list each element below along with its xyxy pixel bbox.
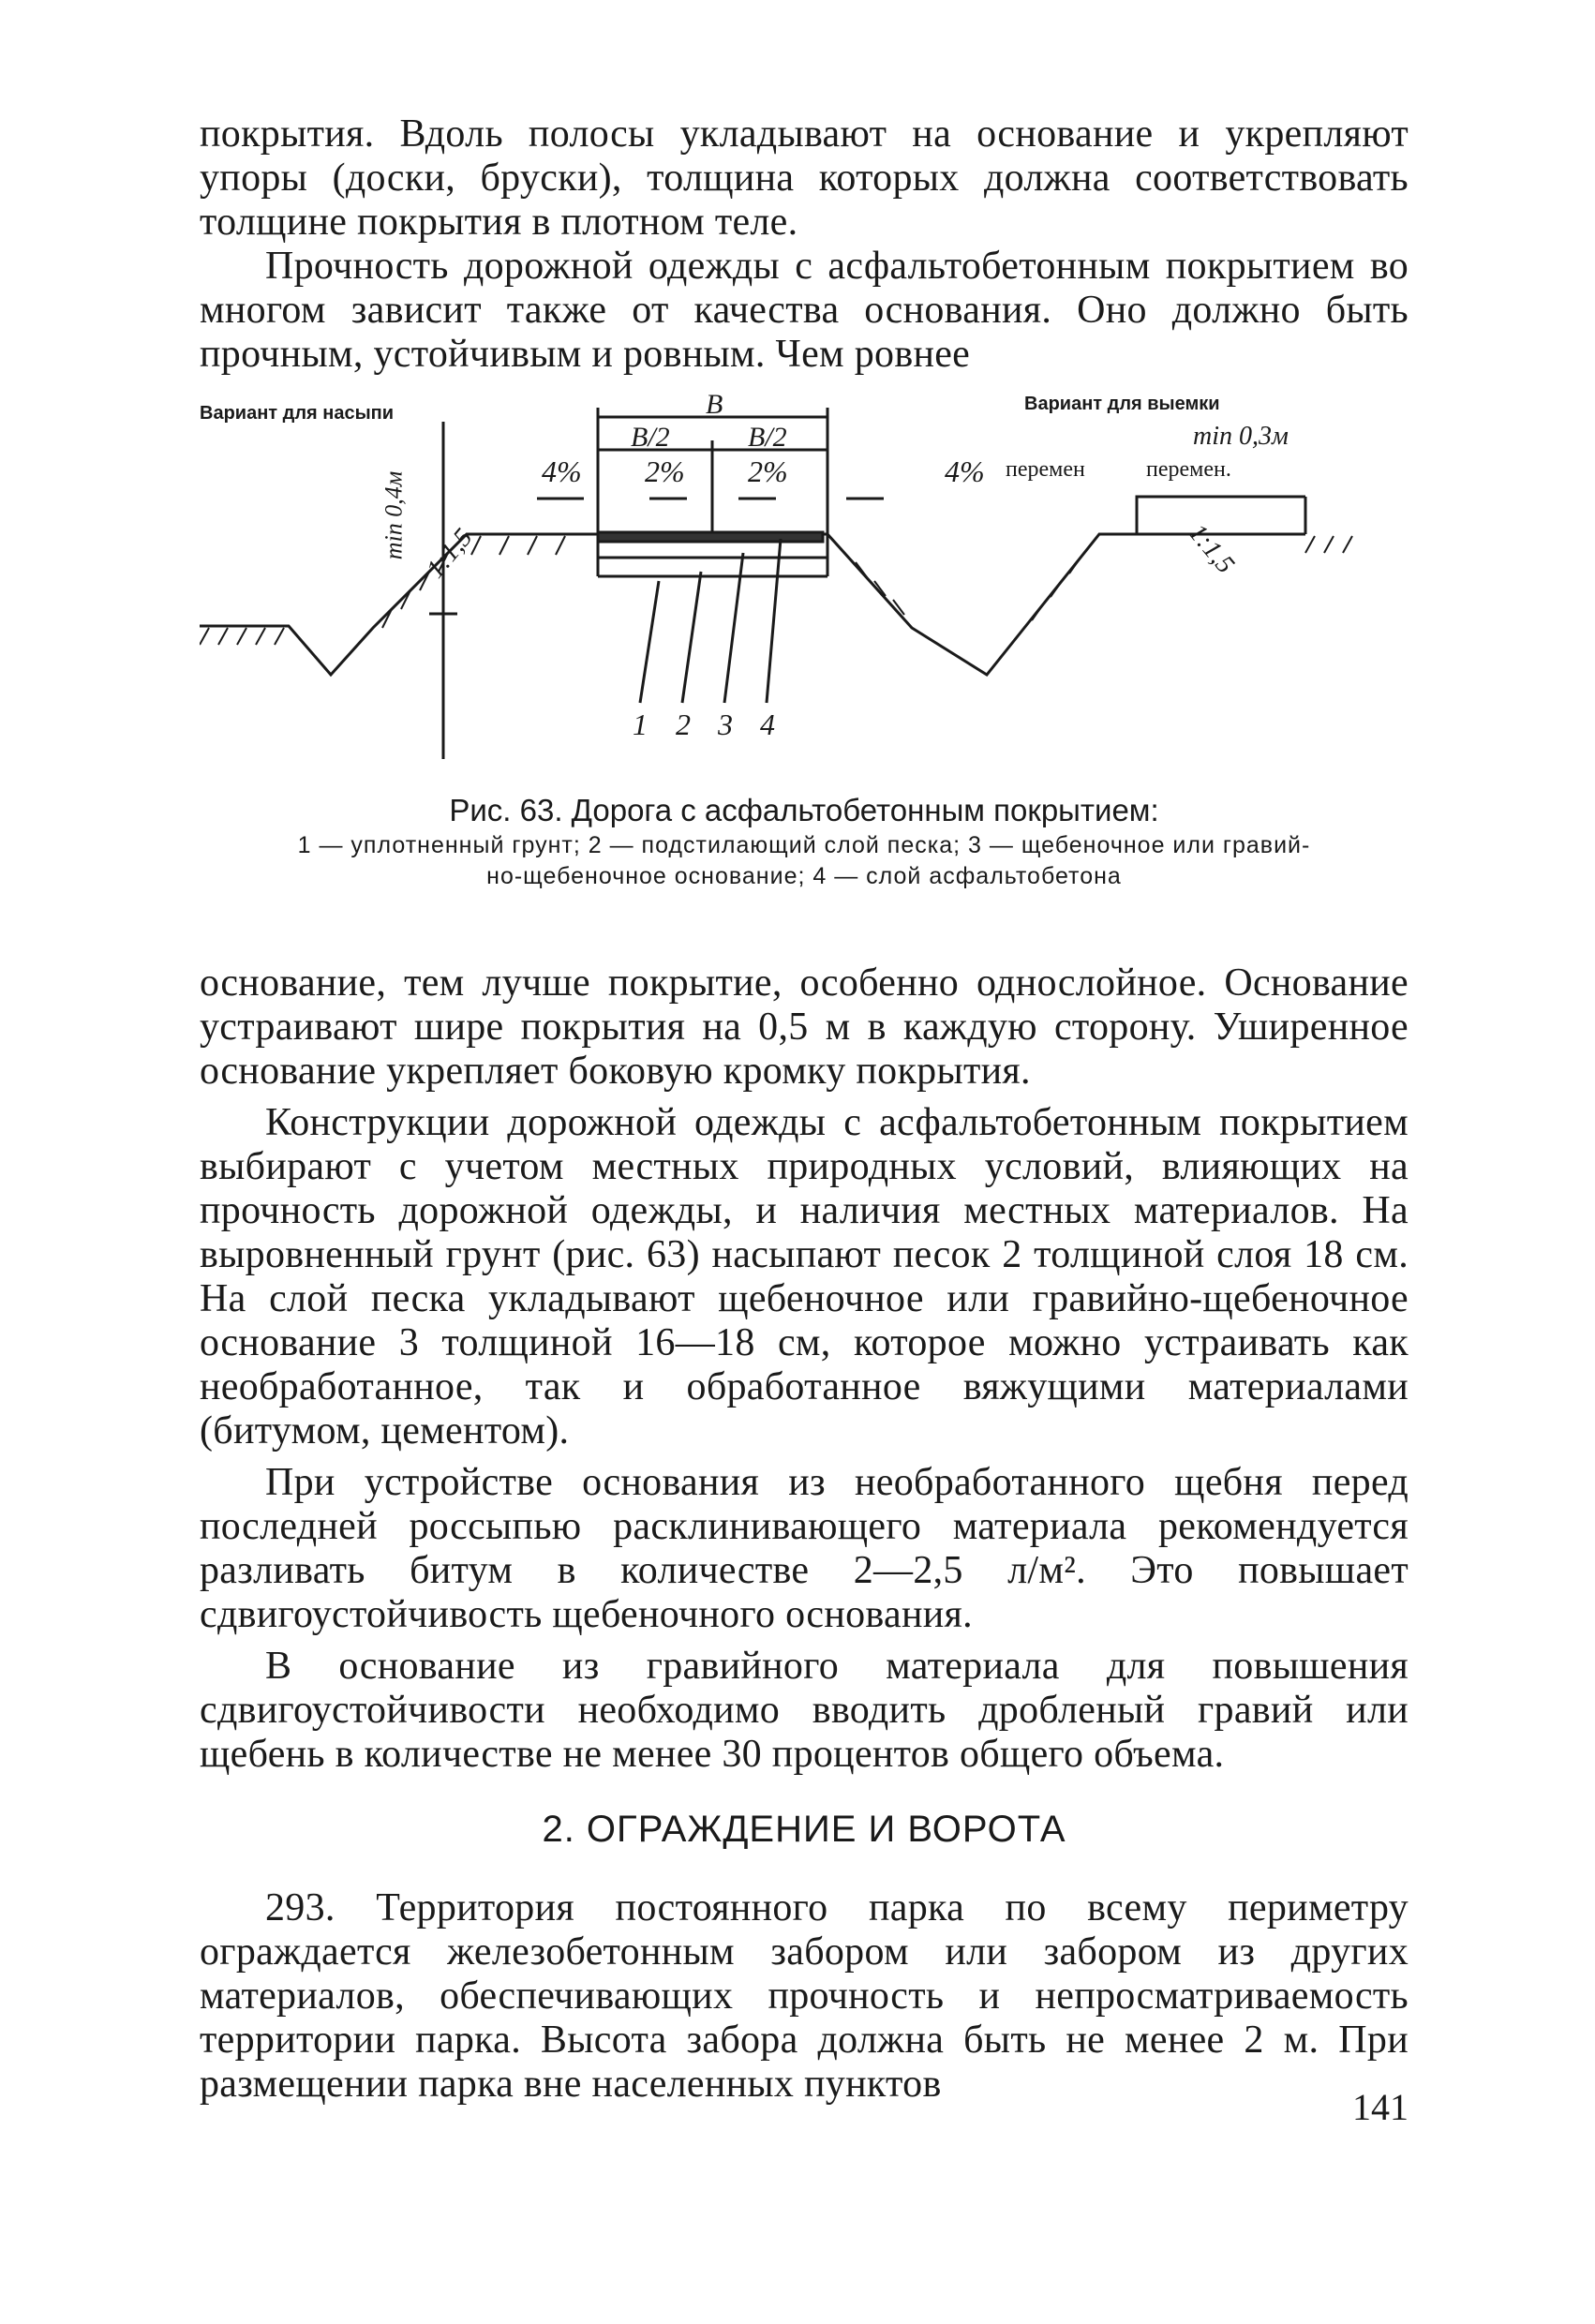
variable-right-label: перемен.: [1146, 457, 1231, 482]
layer-number-4: 4: [760, 708, 775, 741]
ground-profile-line: [200, 534, 1305, 675]
figure-road-cross-section: [200, 389, 1409, 768]
dimension-half-left: B/2: [631, 422, 670, 453]
paragraph-gravel: В основание из гравийного материала для повышения сдвигоустойчивости необходимо вводить дробленый гравий или щебень в количестве не менее 30 процентов общего объема.: [200, 1645, 1409, 1776]
dimension-half-right: B/2: [748, 422, 787, 453]
cut-slope-label: 1:1,5: [1182, 518, 1241, 579]
paragraph-continuation: покрытия. Вдоль полосы укладывают на основание и укрепляют упоры (доски, бруски), толщина которых должна соответствовать толщине покрытия в плотном теле.: [200, 112, 1409, 244]
crown-left-label: 2%: [645, 454, 685, 488]
crown-right-label: 2%: [748, 454, 788, 488]
variable-left-label: перемен: [1006, 457, 1085, 482]
paragraph-construction: Конструкции дорожной одежды с асфальтобетонным покрытием выбирают с учетом местных природных условий, влияющих на прочность дорожной одежды, и наличия местных материалов. На выровненный грунт (рис. 63) насыпают песок 2 толщиной слоя 18 см. На слой песка укладывают щебеночное или гравийно-щебеночное основание 3 толщиной 16—18 см, которое можно устраивать как необработанное, так и обработанное вяжущими материалами (битумом, цементом).: [200, 1101, 1409, 1452]
embankment-slope-label: 1:1,5: [421, 523, 479, 584]
layer-number-3: 3: [718, 708, 733, 741]
layer-number-2: 2: [676, 708, 691, 741]
label-cut-variant: Вариант для выемки: [1024, 394, 1220, 414]
caption-title: Рис. 63. Дорога с асфальтобетонным покрытием:: [449, 793, 1159, 827]
caption-legend-line-1: 1 — уплотненный грунт; 2 — подстилающий слой песка; 3 — щебеночное или гравий-: [297, 832, 1311, 858]
layer-number-1: 1: [633, 708, 648, 741]
paragraph-crushed-stone: При устройстве основания из необработанного щебня перед последней россыпью расклинивающего материала рекомендуется разливать битум в количестве 2—2,5 л/м². Это повышает сдвигоустойчивость щебеночного основания.: [200, 1461, 1409, 1636]
page-number: 141: [1352, 2086, 1409, 2128]
paragraph-strength: Прочность дорожной одежды с асфальтобетонным покрытием во многом зависит также от качества основания. Оно должно быть прочным, устойчивым и ровным. Чем ровнее: [200, 245, 1409, 376]
page-body: [200, 112, 1409, 2107]
slope-right-label: 4%: [945, 454, 985, 488]
min-fill-label: min 0,4м: [380, 470, 408, 560]
caption-legend-line-2: но-щебеночное основание; 4 — слой асфальтобетона: [486, 863, 1122, 889]
label-fill-variant: Вариант для насыпи: [200, 403, 395, 424]
dimension-B-label: B: [706, 389, 723, 420]
slope-left-label: 4%: [542, 454, 582, 488]
section-heading: 2. ОГРАЖДЕНИЕ И ВОРОТА: [542, 1809, 1066, 1850]
figure-caption: [200, 793, 1409, 890]
min-cut-label: min 0,3м: [1193, 422, 1289, 451]
paragraph-base-width: основание, тем лучше покрытие, особенно однослойное. Основание устраивают шире покрытия на 0,5 м в каждую сторону. Уширенное основание укрепляет боковую кромку покрытия.: [200, 961, 1409, 1093]
asphalt-layer: [598, 532, 823, 542]
paragraph-293: 293. Территория постоянного парка по всему периметру ограждается железобетонным забором или забором из других материалов, обеспечивающих прочность и непросматриваемость территории парка. Высота забора должна быть не менее 2 м. При размещении парка вне населенных пунктов: [200, 1886, 1409, 2106]
cut-top-line: [1137, 497, 1305, 534]
